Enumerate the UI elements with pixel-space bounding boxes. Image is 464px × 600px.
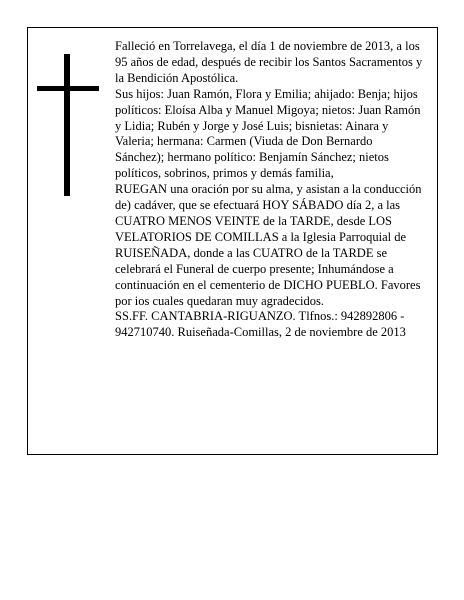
obituary-text (115, 39, 423, 341)
obituary-paragraph-funeral-home: SS.FF. CANTABRIA-RIGUANZO. Tlfnos.: 942892806 - 942710740. Ruiseñada-Comillas, 2 de noviembre de 2013 (115, 309, 406, 340)
cross-horizontal-bar (37, 86, 99, 91)
cross-vertical-bar (64, 54, 70, 196)
obituary-paragraph-family: Sus hijos: Juan Ramón, Flora y Emilia; ahijado: Benja; hijos políticos: Eloísa Alba y Manuel Migoya; nietos: Juan Ramón y Lidia; Rubén y Jorge y José Luis; bisnietas: Ainara y Valeria; hermana: Carmen (Viuda de Don Bernardo Sánchez); hermano político: Benjamín Sánchez; nietos políticos, sobrinos, primos y demás familia, (115, 86, 421, 181)
obituary-paragraph-funeral: RUEGAN una oración por su alma, y asistan a la conducción de) cadáver, que se efectuará HOY SÁBADO día 2, a las CUATRO MENOS VEINTE de la TARDE, desde LOS VELATORIOS DE COMILLAS a la Iglesia Parroquial de RUISEÑADA, donde a las CUATRO de la TARDE se celebrará el Funeral de cuerpo presente; Inhumándose a continuación en el cementerio de DICHO PUEBLO. Favores por ios cuales quedaran muy agradecidos. (115, 182, 422, 308)
obituary-paragraph-death: Falleció en Torrelavega, el día 1 de noviembre de 2013, a los 95 años de edad, después de recibir los Santos Sacramentos y la Bendición Apostólica. (115, 39, 423, 85)
latin-cross-icon (37, 54, 99, 196)
